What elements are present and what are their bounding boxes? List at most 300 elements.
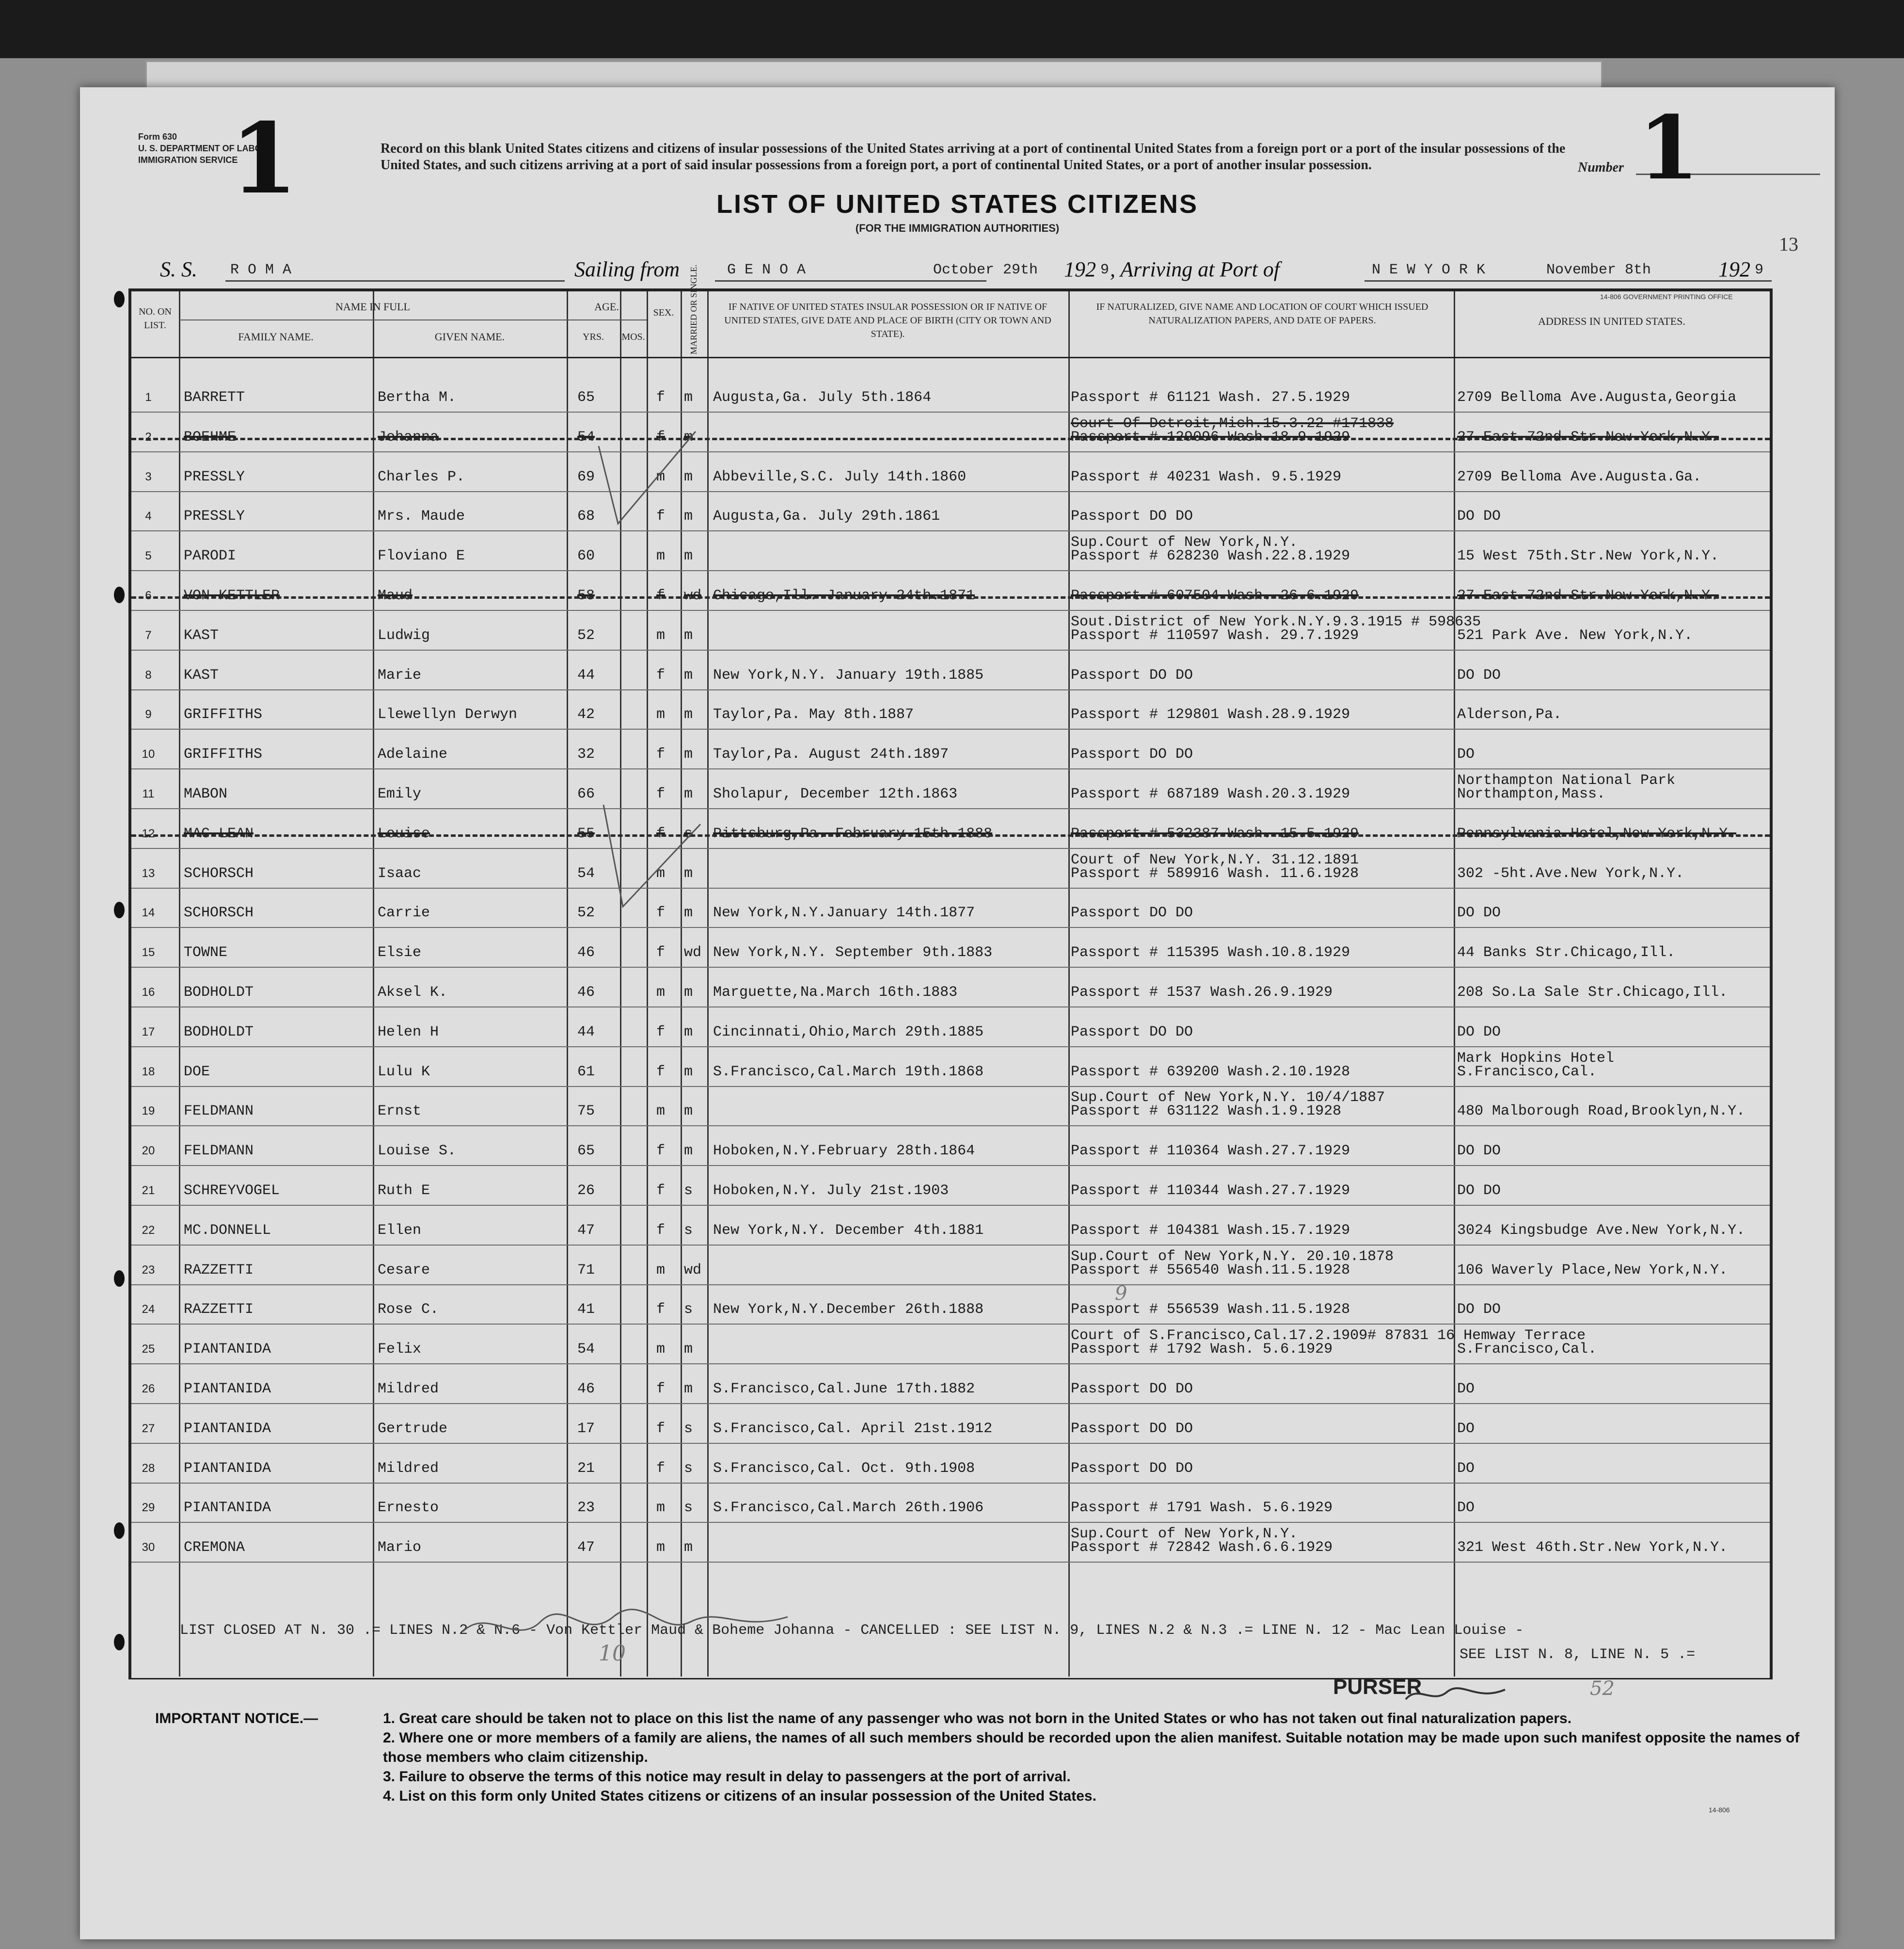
passport-details: Passport # 110344 Wash.27.7.1929 — [1071, 1182, 1350, 1199]
age-years: 26 — [577, 1182, 595, 1199]
passport-details: Passport # 104381 Wash.15.7.1929 — [1071, 1222, 1350, 1239]
col-head-name-in-full: NAME IN FULL — [335, 301, 410, 313]
given-name: Floviano E — [378, 548, 465, 564]
row-number: 15 — [142, 946, 155, 959]
col-head-yrs: YRS. — [583, 332, 604, 342]
col-head-birth: IF NATIVE OF UNITED STATES INSULAR POSSESSION OR IF NATIVE OF UNITED STATES, GIVE DATE AND PLACE OF BIRTH (CITY OR TOWN AND STATE). — [724, 302, 1051, 339]
pencil-signature — [458, 1602, 797, 1656]
notice-row — [155, 1787, 1813, 1806]
given-name: Louise — [378, 826, 430, 842]
family-name: RAZZETTI — [184, 1262, 254, 1278]
sex: m — [656, 548, 666, 564]
given-name: Felix — [378, 1341, 422, 1358]
sex: f — [656, 1024, 666, 1040]
marital-status: m — [684, 508, 693, 525]
port-from: G E N O A — [727, 262, 806, 278]
marital-status: m — [684, 1103, 693, 1119]
marital-status: m — [684, 1381, 693, 1397]
row-rule — [131, 808, 1770, 809]
col-head-family: FAMILY NAME. — [238, 331, 314, 343]
given-name: Ludwig — [378, 627, 430, 644]
row-number: 20 — [142, 1144, 155, 1157]
closing-note-line1: LIST CLOSED AT N. 30 .= LINES N.2 & N.6 - Von Kettler Maud & Boheme Johanna - CANCELLED : SEE LIST N. 9, LINES N.2 & N.3 .= LINE N. 12 - Mac Lean Louise - — [180, 1622, 1524, 1639]
age-years: 44 — [577, 1024, 595, 1040]
row-number: 18 — [142, 1065, 155, 1078]
pencil-mark-9: 9 — [1115, 1282, 1127, 1305]
address-line1: Mark Hopkins Hotel — [1457, 1050, 1615, 1067]
address-line2: 27 East 72nd Str.New York,N.Y. — [1457, 429, 1719, 446]
age-years: 66 — [577, 786, 595, 802]
given-name: Mrs. Maude — [378, 508, 465, 525]
date-to: November 8th — [1546, 262, 1651, 278]
row-number: 29 — [142, 1501, 155, 1514]
col-head-no: NO. ON LIST. — [139, 306, 172, 331]
family-name: PARODI — [184, 548, 237, 564]
important-notice — [155, 1709, 1813, 1806]
birth-place-date: New York,N.Y.January 14th.1877 — [713, 905, 975, 921]
row-rule — [131, 1522, 1770, 1523]
court-naturalization: Court of New York,N.Y. 31.12.1891 — [1071, 852, 1359, 868]
pencil-mark-10: 10 — [599, 1641, 626, 1666]
family-name: DOE — [184, 1064, 210, 1080]
age-years: 75 — [577, 1103, 595, 1119]
age-years: 47 — [577, 1222, 595, 1239]
col-divider — [567, 291, 568, 1677]
row-number: 17 — [142, 1025, 155, 1038]
row-rule — [131, 1046, 1770, 1047]
birth-place-date: Pittsburg,Pa. February 15th.1888 — [713, 826, 993, 842]
col-head-address: ADDRESS IN UNITED STATES. — [1538, 315, 1685, 327]
sex: f — [656, 1381, 666, 1397]
given-name: Carrie — [378, 905, 430, 921]
family-name: RAZZETTI — [184, 1301, 254, 1318]
row-number: 13 — [142, 867, 155, 880]
row-rule — [131, 689, 1770, 690]
pencil-mark-52: 52 — [1590, 1677, 1615, 1700]
given-name: Ruth E — [378, 1182, 430, 1199]
birth-place-date: Sholapur, December 12th.1863 — [713, 786, 958, 802]
notice-item-1: 1. Great care should be taken not to place on this list the name of any passenger who was not born in the United States or who has not taken out final naturalization papers. — [383, 1710, 1572, 1726]
age-years: 21 — [577, 1460, 595, 1477]
age-years: 42 — [577, 706, 595, 723]
court-naturalization: Sup.Court of New York,N.Y. 10/4/1887 — [1071, 1089, 1385, 1106]
address-line2: 321 West 46th.Str.New York,N.Y. — [1457, 1539, 1728, 1556]
passport-details: Passport DO DO — [1071, 667, 1193, 684]
binder-hole — [114, 902, 125, 918]
passport-details: Passport # 40231 Wash. 9.5.1929 — [1071, 469, 1342, 485]
given-name: Ellen — [378, 1222, 422, 1239]
address-line2: Northampton,Mass. — [1457, 786, 1606, 802]
address-line2: 27 East 72nd Str.New York,N.Y. — [1457, 588, 1719, 604]
passport-details: Passport DO DO — [1071, 508, 1193, 525]
passport-details: Passport DO DO — [1071, 1024, 1193, 1040]
birth-place-date: S.Francisco,Cal. Oct. 9th.1908 — [713, 1460, 975, 1477]
col-divider — [1068, 291, 1070, 1677]
row-rule — [131, 570, 1770, 571]
birth-place-date: S.Francisco,Cal.March 19th.1868 — [713, 1064, 984, 1080]
marital-status: m — [684, 1024, 693, 1040]
given-name: Mildred — [378, 1381, 439, 1397]
age-years: 46 — [577, 984, 595, 1001]
sex: f — [656, 746, 666, 763]
address-line2: DO — [1457, 1460, 1475, 1477]
court-naturalization: Sout.District of New York.N.Y.9.3.1915 # 598635 — [1071, 614, 1481, 630]
binder-hole — [114, 291, 125, 307]
row-rule — [131, 848, 1770, 849]
sex: f — [656, 588, 666, 604]
family-name: BOEHME — [184, 429, 237, 446]
form-title: LIST OF UNITED STATES CITIZENS — [716, 190, 1198, 219]
address-line2: 2709 Belloma Ave.Augusta,Georgia — [1457, 389, 1737, 406]
family-name: PRESSLY — [184, 508, 245, 525]
address-line2: 15 West 75th.Str.New York,N.Y. — [1457, 548, 1719, 564]
row-rule — [131, 1205, 1770, 1206]
col-head-naturalized: IF NATURALIZED, GIVE NAME AND LOCATION OF COURT WHICH ISSUED NATURALIZATION PAPERS, AND DATE OF PAPERS. — [1096, 302, 1428, 326]
list-mark: 1 — [230, 102, 298, 216]
marital-status: m — [684, 865, 693, 882]
passport-details: Passport # 687189 Wash.20.3.1929 — [1071, 786, 1350, 802]
marital-status: m — [684, 984, 693, 1001]
passport-details: Passport # 61121 Wash. 27.5.1929 — [1071, 389, 1350, 406]
row-rule — [131, 451, 1770, 452]
col-head-age: AGE. — [594, 301, 619, 313]
court-naturalization: Sup.Court of New York,N.Y. — [1071, 534, 1298, 551]
given-name: Louise S. — [378, 1143, 457, 1159]
address-line2: DO DO — [1457, 667, 1501, 684]
row-number: 30 — [142, 1541, 155, 1554]
marital-status: m — [684, 786, 693, 802]
marital-status: s — [684, 1182, 693, 1199]
row-number: 24 — [142, 1303, 155, 1316]
sex: f — [656, 389, 666, 406]
notice-row — [155, 1728, 1813, 1767]
address-line2: 3024 Kingsbudge Ave.New York,N.Y. — [1457, 1222, 1745, 1239]
year-to-prefix: 192 — [1718, 257, 1750, 281]
row-number: 28 — [142, 1462, 155, 1475]
sex: f — [656, 429, 666, 446]
row-rule — [131, 1245, 1770, 1246]
family-name: PIANTANIDA — [184, 1381, 271, 1397]
marital-status: s — [684, 1460, 693, 1477]
sex: f — [656, 1182, 666, 1199]
age-years: 60 — [577, 548, 595, 564]
birth-place-date: New York,N.Y.December 26th.1888 — [713, 1301, 984, 1318]
given-name: Johanna — [378, 429, 439, 446]
binder-hole — [114, 1634, 125, 1650]
passport-details: Passport # 1792 Wash. 5.6.1929 — [1071, 1341, 1333, 1358]
birth-place-date: New York,N.Y. September 9th.1883 — [713, 944, 993, 961]
sex: f — [656, 1460, 666, 1477]
given-name: Aksel K. — [378, 984, 448, 1001]
scan-top-border — [0, 0, 1904, 58]
family-name: MABON — [184, 786, 228, 802]
marital-status: wd — [684, 588, 702, 604]
row-number: 16 — [142, 986, 155, 999]
court-naturalization: Court Of Detroit,Mich.15.3.22 #171838 — [1071, 415, 1394, 432]
address-line2: S.Francisco,Cal. — [1457, 1064, 1597, 1080]
marital-status: s — [684, 1500, 693, 1516]
given-name: Lulu K — [378, 1064, 430, 1080]
row-rule — [131, 491, 1770, 492]
row-rule — [131, 1125, 1770, 1126]
corner-code: 14-806 — [1709, 1806, 1730, 1814]
passport-details: Passport # 129096 Wash.18.9.1929 — [1071, 429, 1350, 446]
marital-status: wd — [684, 1262, 702, 1278]
passport-details: Passport # 589916 Wash. 11.6.1928 — [1071, 865, 1359, 882]
family-name: BODHOLDT — [184, 1024, 254, 1040]
birth-place-date: S.Francisco,Cal.March 26th.1906 — [713, 1500, 984, 1516]
address-line2: DO DO — [1457, 1143, 1501, 1159]
age-years: 17 — [577, 1421, 595, 1437]
sex: m — [656, 984, 666, 1001]
row-number: 12 — [142, 827, 155, 840]
row-rule — [131, 1086, 1770, 1087]
birth-place-date: Abbeville,S.C. July 14th.1860 — [713, 469, 967, 485]
age-years: 41 — [577, 1301, 595, 1318]
marital-status: m — [684, 1064, 693, 1080]
notice-label: IMPORTANT NOTICE.— — [155, 1710, 318, 1726]
passport-details: Passport # 110364 Wash.27.7.1929 — [1071, 1143, 1350, 1159]
marital-status: wd — [684, 944, 702, 961]
given-name: Ernst — [378, 1103, 422, 1119]
sex: f — [656, 1301, 666, 1318]
address-line2: DO DO — [1457, 508, 1501, 525]
cancel-xxx-line — [131, 834, 1770, 837]
col-head-given: GIVEN NAME. — [434, 331, 505, 343]
sex: f — [656, 944, 666, 961]
age-years: 47 — [577, 1539, 595, 1556]
passport-details: Passport DO DO — [1071, 1421, 1193, 1437]
marital-status: m — [684, 1143, 693, 1159]
address-line2: DO DO — [1457, 1182, 1501, 1199]
address-line1: Northampton National Park — [1457, 772, 1676, 789]
printer-code: 14-806 GOVERNMENT PRINTING OFFICE — [1600, 293, 1733, 301]
port-from-underline — [715, 280, 986, 282]
row-rule — [131, 1165, 1770, 1166]
family-name: MC.DONNELL — [184, 1222, 271, 1239]
family-name: BODHOLDT — [184, 984, 254, 1001]
date-from: October 29th — [933, 262, 1038, 278]
col-head-sex: SEX. — [653, 307, 674, 318]
year-from-prefix: 192 — [1064, 257, 1096, 281]
form-sheet — [80, 87, 1835, 1939]
instructions-text: Record on this blank United States citizens and citizens of insular possessions of the United States arriving at a port of continental United States from a foreign port or a port of the insular possessions of the United States, and such citizens arriving at a port of said insular possessions from a foreign port, a port of continental United States, or a port of another insular possession. — [381, 141, 1566, 173]
passport-details: Passport # 556539 Wash.11.5.1928 — [1071, 1301, 1350, 1318]
passport-details: Passport # 1791 Wash. 5.6.1929 — [1071, 1500, 1333, 1516]
notice-item-3: 3. Failure to observe the terms of this notice may result in delay to passengers at the port of arrival. — [383, 1769, 1071, 1785]
birth-place-date: Taylor,Pa. May 8th.1887 — [713, 706, 914, 723]
age-years: 46 — [577, 1381, 595, 1397]
family-name: PIANTANIDA — [184, 1460, 271, 1477]
age-years: 65 — [577, 1143, 595, 1159]
age-years: 69 — [577, 469, 595, 485]
form-subtitle: (FOR THE IMMIGRATION AUTHORITIES) — [855, 222, 1060, 234]
row-rule — [131, 1006, 1770, 1007]
row-rule — [131, 729, 1770, 730]
court-naturalization: Sup.Court of New York,N.Y. — [1071, 1526, 1298, 1542]
age-years: 58 — [577, 588, 595, 604]
family-name: PIANTANIDA — [184, 1500, 271, 1516]
row-number: 8 — [145, 669, 152, 682]
age-years: 32 — [577, 746, 595, 763]
notice-item-4: 4. List on this form only United States citizens or citizens of an insular possession of the United States. — [383, 1788, 1096, 1804]
age-years: 23 — [577, 1500, 595, 1516]
sex: f — [656, 508, 666, 525]
address-line2: DO DO — [1457, 905, 1501, 921]
birth-place-date: Taylor,Pa. August 24th.1897 — [713, 746, 949, 763]
notice-row — [155, 1709, 1813, 1728]
row-rule — [131, 1443, 1770, 1444]
department: U. S. DEPARTMENT OF LABOR — [138, 144, 268, 153]
passport-details: Passport # 110597 Wash. 29.7.1929 — [1071, 627, 1359, 644]
family-name: TOWNE — [184, 944, 228, 961]
sex: m — [656, 1539, 666, 1556]
family-name: FELDMANN — [184, 1143, 254, 1159]
given-name: Gertrude — [378, 1421, 448, 1437]
year-from: 9 — [1100, 262, 1110, 278]
given-name: Bertha M. — [378, 389, 457, 406]
sex: f — [656, 1143, 666, 1159]
row-number: 21 — [142, 1184, 155, 1197]
family-name: PRESSLY — [184, 469, 245, 485]
row-number: 14 — [142, 906, 155, 919]
sex: m — [656, 1262, 666, 1278]
given-name: Llewellyn Derwyn — [378, 706, 518, 723]
passport-details: Passport DO DO — [1071, 905, 1193, 921]
row-rule — [131, 967, 1770, 968]
passport-details: Passport # 607504 Wash. 26.6.1929 — [1071, 588, 1359, 604]
sex: m — [656, 706, 666, 723]
ship-underline — [225, 280, 565, 282]
row-number: 5 — [145, 549, 152, 562]
sex: m — [656, 1500, 666, 1516]
row-number: 25 — [142, 1342, 155, 1356]
row-rule — [131, 610, 1770, 611]
passport-details: Passport # 129801 Wash.28.9.1929 — [1071, 706, 1350, 723]
birth-place-date: New York,N.Y. January 19th.1885 — [713, 667, 984, 684]
birth-place-date: Augusta,Ga. July 5th.1864 — [713, 389, 932, 406]
birth-place-date: Chicago,Ill. January 24th.1871 — [713, 588, 975, 604]
passport-details: Passport # 628230 Wash.22.8.1929 — [1071, 548, 1350, 564]
age-years: 68 — [577, 508, 595, 525]
family-name: SCHREYVOGEL — [184, 1182, 280, 1199]
sex: m — [656, 627, 666, 644]
row-number: 1 — [145, 391, 152, 404]
service: IMMIGRATION SERVICE — [138, 155, 238, 165]
sex: m — [656, 1341, 666, 1358]
row-number: 23 — [142, 1263, 155, 1277]
birth-place-date: S.Francisco,Cal. April 21st.1912 — [713, 1421, 993, 1437]
address-line2: DO DO — [1457, 1024, 1501, 1040]
marital-status: m — [684, 429, 693, 446]
sex: f — [656, 1222, 666, 1239]
port-to-underline — [1365, 280, 1772, 282]
passport-details: Passport # 556540 Wash.11.5.1928 — [1071, 1262, 1350, 1278]
family-name: FELDMANN — [184, 1103, 254, 1119]
col-head-mos: MOS. — [621, 332, 645, 342]
row-number: 9 — [145, 708, 152, 721]
sex: m — [656, 1103, 666, 1119]
address-line2: DO — [1457, 746, 1475, 763]
given-name: Mario — [378, 1539, 422, 1556]
marital-status: m — [684, 1539, 693, 1556]
form-number: Form 630 — [138, 132, 177, 142]
binder-hole — [114, 1270, 125, 1287]
row-number: 11 — [142, 787, 155, 800]
purser-signature — [1403, 1680, 1510, 1709]
row-number: 7 — [145, 629, 152, 642]
family-name: BARRETT — [184, 389, 245, 406]
age-years: 52 — [577, 627, 595, 644]
row-rule — [131, 1403, 1770, 1404]
address-line2: DO DO — [1457, 1301, 1501, 1318]
row-rule — [131, 530, 1770, 531]
sailing-label: Sailing from — [574, 257, 680, 281]
family-name: MAC LEAN — [184, 826, 254, 842]
sex: f — [656, 826, 666, 842]
address-line2: S.Francisco,Cal. — [1457, 1341, 1597, 1358]
family-name: SCHORSCH — [184, 865, 254, 882]
number-label: Number — [1578, 160, 1624, 175]
birth-place-date: Marguette,Na.March 16th.1883 — [713, 984, 958, 1001]
row-number: 10 — [142, 748, 155, 761]
given-name: Isaac — [378, 865, 422, 882]
binder-hole — [114, 1522, 125, 1539]
marital-status: s — [684, 826, 693, 842]
birth-place-date: Hoboken,N.Y. July 21st.1903 — [713, 1182, 949, 1199]
marital-status: m — [684, 667, 693, 684]
age-years: 61 — [577, 1064, 595, 1080]
header-bottom-line — [131, 357, 1770, 358]
sex: f — [656, 905, 666, 921]
marital-status: s — [684, 1301, 693, 1318]
marital-status: m — [684, 548, 693, 564]
birth-place-date: Augusta,Ga. July 29th.1861 — [713, 508, 940, 525]
address-line2: DO — [1457, 1500, 1475, 1516]
row-rule — [131, 927, 1770, 928]
row-rule — [131, 412, 1770, 413]
address-line2: 302 -5ht.Ave.New York,N.Y. — [1457, 865, 1684, 882]
address-line2: 521 Park Ave. New York,N.Y. — [1457, 627, 1693, 644]
age-years: 54 — [577, 1341, 595, 1358]
col-head-married: MARRIED OR SINGLE. — [689, 264, 698, 354]
arriving-label: , Arriving at Port of — [1110, 257, 1280, 281]
port-to: N E W Y O R K — [1372, 262, 1486, 278]
marital-status: s — [684, 1222, 693, 1239]
closing-note-line2: SEE LIST N. 8, LINE N. 5 .= — [1460, 1646, 1696, 1663]
col-divider — [373, 291, 374, 1677]
passport-details: Passport DO DO — [1071, 746, 1193, 763]
address-line2: 208 So.La Sale Str.Chicago,Ill. — [1457, 984, 1728, 1001]
sex: f — [656, 1064, 666, 1080]
sex: m — [656, 469, 666, 485]
given-name: Maud — [378, 588, 413, 604]
address-line2: 2709 Belloma Ave.Augusta.Ga. — [1457, 469, 1702, 485]
row-number: 4 — [145, 510, 152, 523]
row-rule — [131, 1363, 1770, 1364]
passport-details: Passport # 532387 Wash. 15.5.1929 — [1071, 826, 1359, 842]
passport-details: Passport DO DO — [1071, 1381, 1193, 1397]
marital-status: m — [684, 389, 693, 406]
court-naturalization: Court of S.Francisco,Cal.17.2.1909# 87831 16 Hemway Terrace — [1071, 1327, 1586, 1344]
birth-place-date: Hoboken,N.Y.February 28th.1864 — [713, 1143, 975, 1159]
cancel-xxx-line — [131, 596, 1770, 599]
address-line2: DO — [1457, 1421, 1475, 1437]
given-name: Ernesto — [378, 1500, 439, 1516]
purser-label: PURSER — [1333, 1675, 1422, 1699]
col-divider — [179, 291, 180, 1677]
passport-details: Passport # 72842 Wash.6.6.1929 — [1071, 1539, 1333, 1556]
